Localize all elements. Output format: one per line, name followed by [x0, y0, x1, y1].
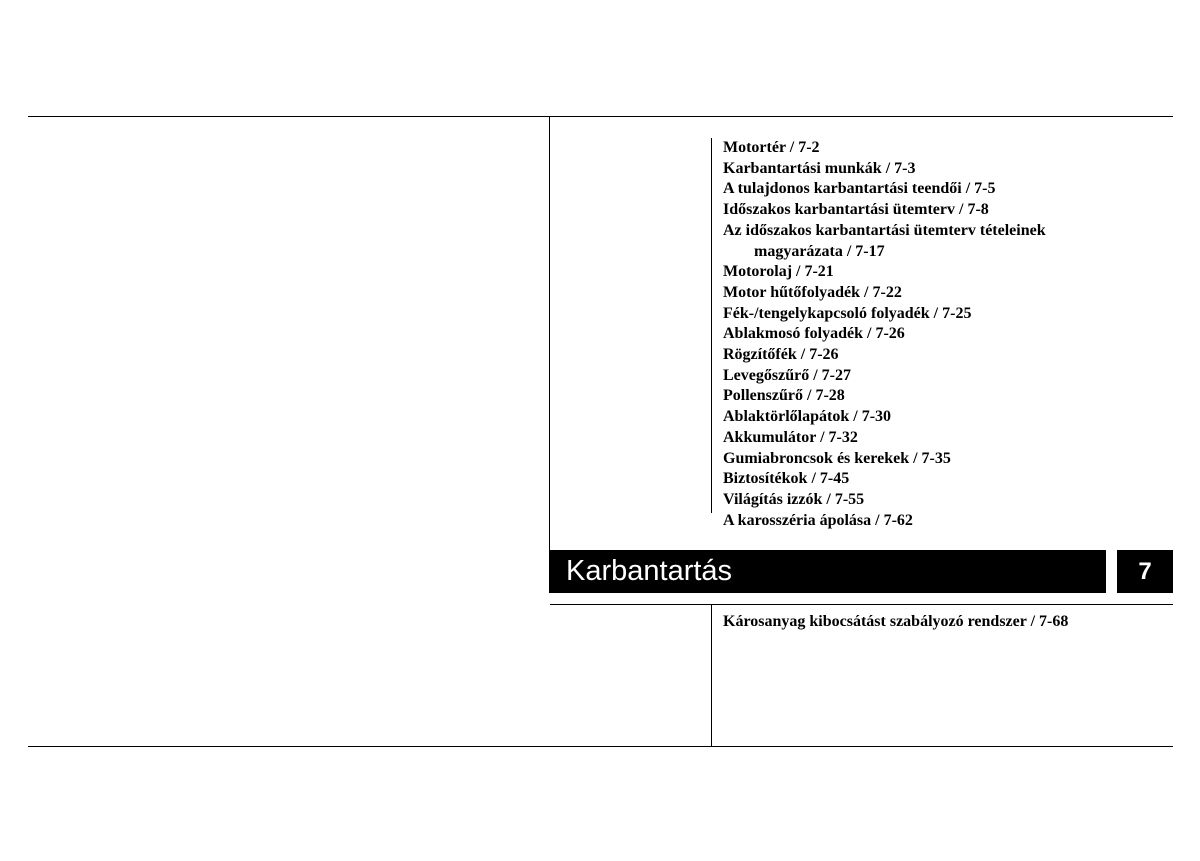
chapter-title-bar: [550, 550, 1106, 593]
bottom-rule: [28, 746, 1173, 747]
toc-item-label: Ablakmosó folyadék / 7-26: [723, 325, 905, 343]
toc-item-label: Az időszakos karbantartási ütemterv tételeinek: [723, 221, 1046, 239]
toc-item[interactable]: [723, 138, 1183, 159]
toc-item[interactable]: [723, 262, 1183, 283]
toc-item[interactable]: [723, 283, 1183, 304]
toc-item-continuation: magyarázata / 7-17: [754, 242, 885, 260]
toc-item-label: Motor hűtőfolyadék / 7-22: [723, 283, 902, 301]
toc-item-label: Időszakos karbantartási ütemterv / 7-8: [723, 201, 989, 219]
toc-item-label: A tulajdonos karbantartási teendői / 7-5: [723, 180, 996, 198]
toc-item[interactable]: [723, 345, 1183, 366]
toc-item-label: Gumiabroncsok és kerekek / 7-35: [723, 449, 951, 467]
toc-item[interactable]: [723, 469, 1183, 490]
toc-item-label: Motortér / 7-2: [723, 139, 820, 156]
section-rule: [550, 604, 1173, 605]
toc-item[interactable]: [723, 386, 1183, 407]
toc-item-label: Akkumulátor / 7-32: [723, 428, 858, 446]
lower-column-divider: [711, 604, 712, 746]
toc-item[interactable]: [723, 366, 1183, 387]
toc-item[interactable]: [723, 179, 1183, 200]
toc-item[interactable]: [723, 221, 1183, 262]
table-of-contents-continued: [723, 612, 1068, 633]
chapter-number-badge: 7: [1117, 550, 1173, 593]
toc-item[interactable]: [723, 304, 1183, 325]
toc-item-label: Levegőszűrő / 7-27: [723, 366, 851, 384]
toc-item-label: Ablaktörlőlapátok / 7-30: [723, 408, 892, 426]
toc-item[interactable]: [723, 200, 1183, 221]
top-rule: [28, 116, 1173, 117]
toc-item-label: Biztosítékok / 7-45: [723, 470, 850, 488]
toc-item-label: Pollenszűrő / 7-28: [723, 387, 845, 405]
toc-item[interactable]: [723, 449, 1183, 470]
toc-item-label: Motorolaj / 7-21: [723, 263, 834, 281]
toc-item[interactable]: [723, 428, 1183, 449]
toc-marker-line: [711, 138, 712, 513]
toc-item[interactable]: [723, 490, 1183, 511]
toc-item-label: Világítás izzók / 7-55: [723, 490, 865, 508]
table-of-contents: [723, 138, 1183, 531]
toc-item[interactable]: [723, 612, 1068, 633]
toc-item[interactable]: [723, 407, 1183, 428]
toc-item-label: Karbantartási munkák / 7-3: [723, 159, 916, 177]
toc-item[interactable]: [723, 511, 1183, 532]
left-column-divider: [549, 116, 550, 593]
toc-item-label: Károsanyag kibocsátást szabályozó rendszer / 7-68: [723, 613, 1069, 630]
toc-item[interactable]: [723, 159, 1183, 180]
toc-item-label: Fék-/tengelykapcsoló folyadék / 7-25: [723, 304, 972, 322]
toc-item[interactable]: [723, 324, 1183, 345]
chapter-title: Karbantartás: [566, 555, 733, 587]
toc-item-label: Rögzítőfék / 7-26: [723, 346, 839, 364]
toc-item-label: A karosszéria ápolása / 7-62: [723, 511, 913, 529]
